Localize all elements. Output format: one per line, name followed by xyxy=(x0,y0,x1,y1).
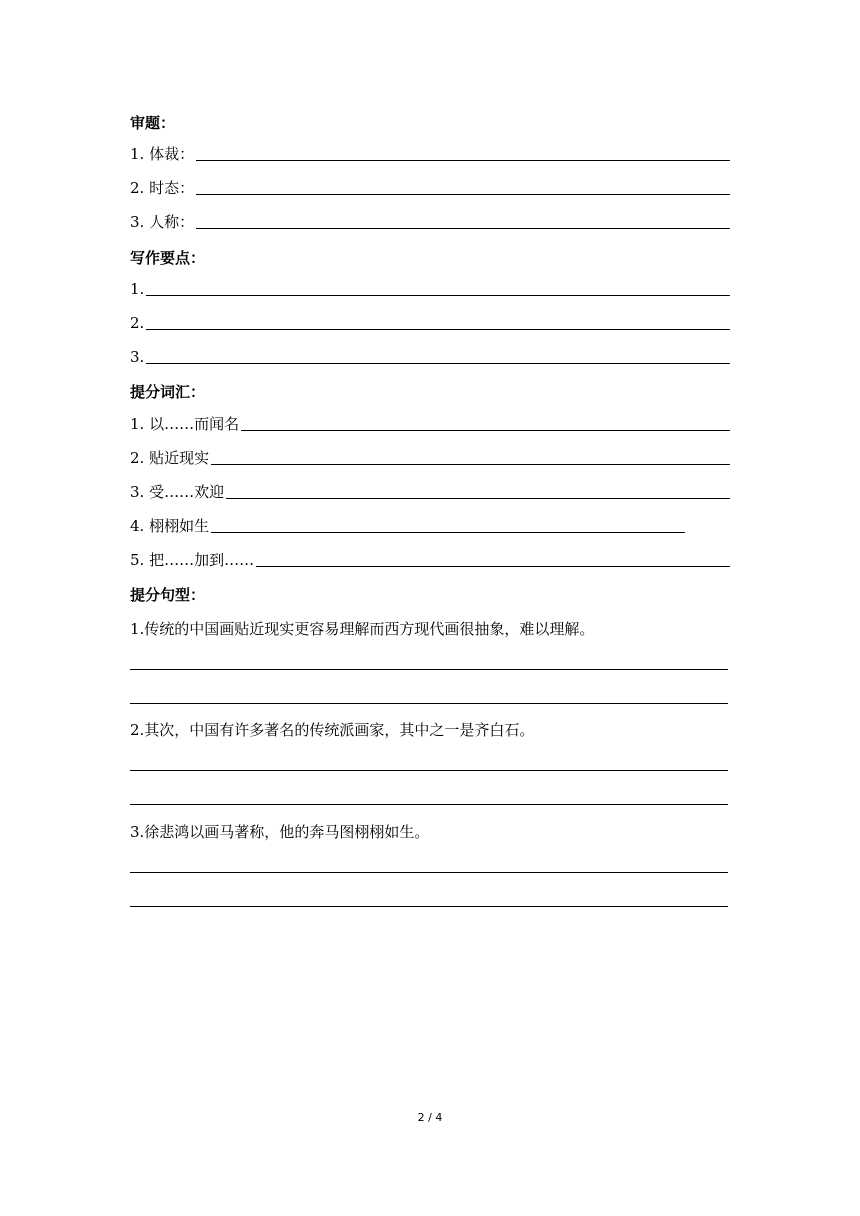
section-heading-vocabulary: 提分词汇： xyxy=(130,383,206,401)
answer-blank[interactable] xyxy=(196,228,730,229)
answer-blank[interactable] xyxy=(196,160,730,161)
section-heading-review: 审题： xyxy=(130,114,176,132)
fill-label: 1. xyxy=(130,280,145,298)
fill-label: 3. 人称： xyxy=(130,213,195,231)
fill-line-genre xyxy=(130,142,730,164)
sentence-prompt-3: 3.徐悲鸿以画马著称，他的奔马图栩栩如生。 xyxy=(130,823,430,841)
fill-label: 3. 受……欢迎 xyxy=(130,483,225,501)
answer-blank[interactable] xyxy=(256,566,730,567)
answer-blank[interactable] xyxy=(146,363,730,364)
page-number: 2 / 4 xyxy=(417,1111,443,1124)
sentence-prompt-2: 2.其次，中国有许多著名的传统派画家，其中之一是齐白石。 xyxy=(130,721,535,739)
section-heading-sentence-patterns: 提分句型： xyxy=(130,586,206,604)
fill-label: 1. 体裁： xyxy=(130,145,195,163)
answer-blank[interactable] xyxy=(226,498,730,499)
answer-line[interactable] xyxy=(130,872,728,873)
answer-blank[interactable] xyxy=(196,194,730,195)
fill-label: 2. 贴近现实 xyxy=(130,449,210,467)
fill-label: 3. xyxy=(130,348,145,366)
fill-line-person xyxy=(130,210,730,232)
sentence-prompt-1: 1.传统的中国画贴近现实更容易理解而西方现代画很抽象，难以理解。 xyxy=(130,620,595,638)
answer-line[interactable] xyxy=(130,669,728,670)
answer-line[interactable] xyxy=(130,770,728,771)
answer-blank[interactable] xyxy=(211,532,685,533)
fill-label: 4. 栩栩如生 xyxy=(130,517,210,535)
answer-blank[interactable] xyxy=(146,295,730,296)
answer-blank[interactable] xyxy=(211,464,730,465)
fill-line-point-2 xyxy=(130,311,730,333)
fill-label: 2. 时态： xyxy=(130,179,195,197)
fill-label: 2. xyxy=(130,314,145,332)
fill-line-vocab-1 xyxy=(130,412,730,434)
fill-line-vocab-5 xyxy=(130,548,730,570)
answer-line[interactable] xyxy=(130,906,728,907)
fill-line-vocab-4 xyxy=(130,514,685,536)
answer-line[interactable] xyxy=(130,703,728,704)
fill-label: 5. 把……加到…… xyxy=(130,551,255,569)
fill-label: 1. 以……而闻名 xyxy=(130,415,240,433)
fill-line-vocab-3 xyxy=(130,480,730,502)
fill-line-point-1 xyxy=(130,277,730,299)
fill-line-tense xyxy=(130,176,730,198)
answer-line[interactable] xyxy=(130,804,728,805)
fill-line-vocab-2 xyxy=(130,446,730,468)
fill-line-point-3 xyxy=(130,345,730,367)
answer-blank[interactable] xyxy=(241,430,730,431)
answer-blank[interactable] xyxy=(146,329,730,330)
section-heading-key-points: 写作要点： xyxy=(130,249,206,267)
